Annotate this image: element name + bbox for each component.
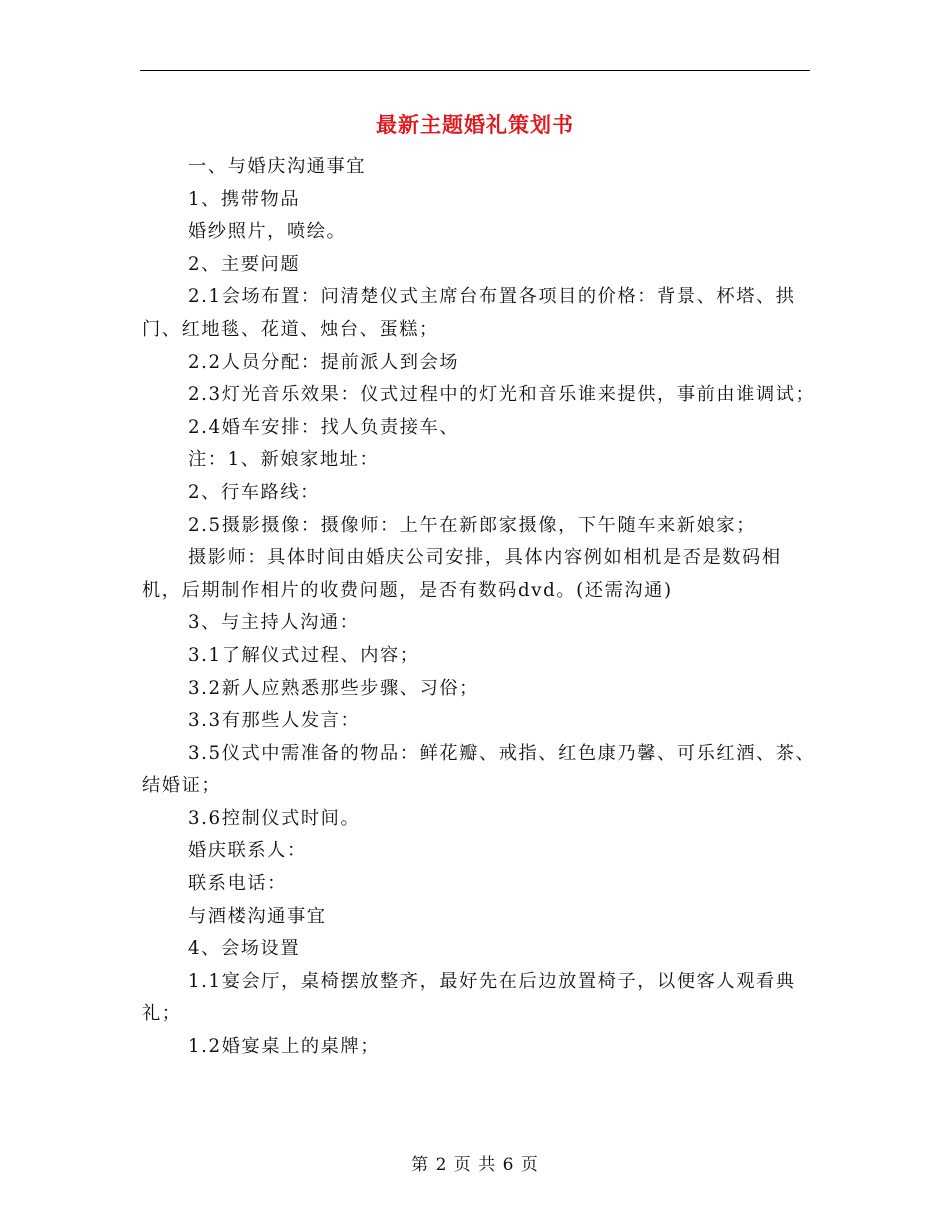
paragraph-note-address: 注：1、新娘家地址： [188,449,380,471]
paragraph-venue-setup-heading: 4、会场设置 [188,938,301,960]
paragraph-host-heading: 3、与主持人沟通： [188,612,360,634]
paragraph-speakers: 3.3有那些人发言： [188,710,361,732]
paragraph-staffing: 2.2人员分配：提前派人到会场 [188,351,460,373]
paragraph-section-1-heading: 一、与婚庆沟通事宜 [188,156,367,177]
paragraph-ceremony-items: 3.5仪式中需准备的物品：鲜花瓣、戒指、红色康乃馨、可乐红酒、茶、结婚证； [142,742,816,797]
paragraph-main-issues-heading: 2、主要问题 [188,253,301,275]
paragraph-restaurant-heading: 与酒楼沟通事宜 [188,905,327,927]
paragraph-venue-layout: 2.1会场布置：问清楚仪式主席台布置各项目的价格：背景、杯塔、拱门、红地毯、花道、烛台、蛋糕； [142,286,796,340]
paragraph-photo-video: 2.5摄影摄像：摄像师：上午在新郎家摄像，下午随车来新娘家； [188,514,756,536]
paragraph-photographer: 摄影师：具体时间由婚庆公司安排，具体内容例如相机是否是数码相机，后期制作相片的收费问题，是否有数码dvd。(还需沟通) [142,547,782,601]
paragraph-ceremony-process: 3.1了解仪式过程、内容； [188,644,420,666]
page-footer: 第 2 页 共 6 页 [411,1155,539,1175]
paragraph-route: 2、行车路线： [188,481,320,503]
paragraph-items-list: 婚纱照片，喷绘。 [188,221,347,243]
document-title: 最新主题婚礼策划书 [376,112,574,137]
paragraph-contact-phone: 联系电话： [188,873,287,895]
paragraph-customs: 3.2新人应熟悉那些步骤、习俗； [188,677,479,699]
document-body [142,151,818,1064]
paragraph-banquet-hall: 1.1宴会厅，桌椅摆放整齐，最好先在后边放置椅子，以便客人观看典礼； [142,970,796,1025]
paragraph-wedding-car: 2.4婚车安排：找人负责接车、 [188,416,460,438]
paragraph-time-control: 3.6控制仪式时间。 [188,807,361,829]
paragraph-lighting-music: 2.3灯光音乐效果：仪式过程中的灯光和音乐谁来提供，事前由谁调试； [188,384,816,406]
paragraph-items-heading: 1、携带物品 [188,188,301,210]
header-rule [140,70,810,71]
paragraph-table-cards: 1.2婚宴桌上的桌牌； [188,1036,381,1058]
paragraph-contact-person: 婚庆联系人： [188,840,307,862]
